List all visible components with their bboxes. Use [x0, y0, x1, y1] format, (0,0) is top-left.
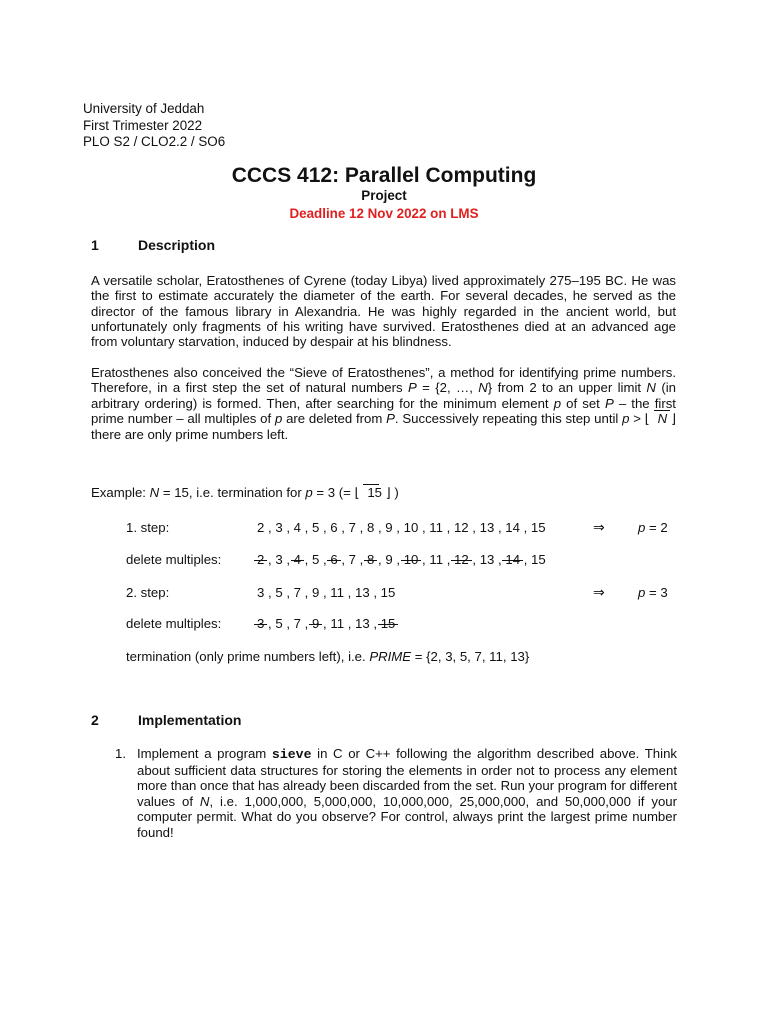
kept-text: , 11 , 13 , — [319, 616, 381, 631]
struck-number: 2 — [257, 552, 265, 567]
list-item — [115, 746, 677, 841]
kept-text: , 13 , — [468, 552, 506, 567]
struck-number: 10 — [403, 552, 419, 567]
university-name: University of Jeddah — [83, 101, 205, 116]
plo-clo-so: PLO S2 / CLO2.2 / SO6 — [83, 134, 226, 149]
section-number: 1 — [91, 237, 99, 253]
paragraph-sieve: Eratosthenes also conceived the “Sieve of Eratosthenes”, a method for identifying prime numbers. Therefore, in a first step the set of natural numbers P = {2, …, N} from 2 to an upper limit N (in arbitrary ordering) is formed. Then, after searching for the minimum element p of set P – the first prime number – all multiples of p are deleted from P. Successively repeating this step until p > ⌊ N ⌋ there are only prime numbers left. — [91, 365, 677, 443]
struck-number: 4 — [293, 552, 302, 567]
paragraph-history: A versatile scholar, Eratosthenes of Cyrene (today Libya) lived approximately 275–195 BC. He was the first to estimate accurately the diameter of the earth. For several decades, he served as the director of the famous library in Alexandria. He was highly regarded in the ancient world, but unfortunately only fragments of his writing have survived. Eratosthenes died at an advanced age from voluntary starvation, induced by despair at his blindness. — [91, 273, 676, 350]
example-line: Example: N = 15, i.e. termination for p = 3 (= ⌊ 15 ⌋ ) — [91, 485, 399, 501]
list-item-text: Implement a program sieve in C or C++ following the algorithm described above. Think about sufficient data structures for storing the elements in order not to process any element more than once that has already been discarded from the set. Run your program for different values of N, i.e. 1,000,000, 5,000,000, 10,000,000, 25,000,000, and 50,000,000 if your computer permit. What do you observe? For control, always print the largest prime number found! — [137, 746, 678, 840]
struck-number: 15 — [380, 616, 396, 631]
p-value: p = 3 — [638, 585, 668, 600]
struck-number: 9 — [312, 616, 320, 631]
section-number: 2 — [91, 712, 99, 728]
delete-values — [257, 552, 546, 567]
project-subtitle: Project — [361, 188, 407, 203]
floor-right-symbol: ⌋ — [670, 411, 677, 427]
sqrt-symbol: N — [654, 411, 668, 426]
sqrt-symbol: 15 — [363, 485, 382, 500]
implies-arrow-icon: ⇒ — [593, 520, 605, 536]
section-title: Description — [138, 237, 216, 253]
kept-text: , 7 , — [337, 552, 368, 567]
document-page: University of Jeddah First Trimester 2022 PLO S2 / CLO2.2 / SO6 CCCS 412: Parallel Computing Project Deadline 12 Nov 2022 on LMS 1 Description A versatile scholar, Eratosthenes of Cyrene (today Libya) lived approximately 275–195 BC. He was the first to estimate accurately the diameter of the earth. For several decades, he served as the director of the famous library in Alexandria. He was highly regarded in the ancient world, but unfortunately only fragments of his writing have survived. Eratosthenes died at an advanced age from voluntary starvation, induced by despair at his blindness. Eratosthenes also conceived the “Sieve of Eratosthenes”, a method for identifying prime numbers. Therefore, in a first step the set of natural numbers P = {2, …, N} from 2 to an upper limit N (in arbitrary ordering) is formed. Then, after searching for the minimum element p of set P – the first prime number – all multiples of p are deleted from P. Successively repeating this step until p > ⌊ N ⌋ there are only prime numbers left. Example: N = 15, i.e. termination for p = 3 (= ⌊ 15 ⌋ ) 1. step: 2 , 3 , 4 , 5 , 6 , 7 , 8 , 9 , 10 , 11 , 12 , 13 , 14 , 15 ⇒ p = 2 delete multiples: 2 , 3 , 4 , 5 , 6 , 7 , 8 , 9 , 10 , 11 , 12 , 13 , 14 , 15 2. step: 3 , 5 , 7 , 9 , 11 , 13 , 15 ⇒ p = 3 delete multiples: 3 , 5 , 7 , 9 , 11 , 13 , 15 termination (only prime numbers left), i.e. PRIME = {2, 3, 5, 7, 11, 13} 2 Implementation 1. Implement a program sieve in C or C++ following the algorithm described above. Think about sufficient data structures for storing the elements in order not to process any element more than once that has already been discarded from the set. Run your program for different values of N, i.e. 1,000,000, 5,000,000, 10,000,000, 25,000,000, and 50,000,000 if your computer permit. What do you observe? For control, always print the largest prime number found! — [0, 0, 768, 1024]
course-title: CCCS 412: Parallel Computing — [231, 164, 537, 187]
step-values: 2 , 3 , 4 , 5 , 6 , 7 , 8 , 9 , 10 , 11 , 12 , 13 , 14 , 15 — [257, 520, 546, 535]
struck-number: 3 — [257, 616, 265, 631]
implies-arrow-icon: ⇒ — [593, 585, 605, 601]
termination-line: termination (only prime numbers left), i.e. PRIME = {2, 3, 5, 7, 11, 13} — [126, 649, 530, 664]
struck-number: 14 — [505, 552, 521, 567]
header-block — [83, 101, 225, 151]
section-heading-description — [91, 237, 215, 253]
kept-text: , 3 , — [264, 552, 294, 567]
code-sieve: sieve — [271, 747, 312, 762]
p-value: p = 2 — [638, 520, 668, 535]
struck-number: 8 — [367, 552, 375, 567]
step-values: 3 , 5 , 7 , 9 , 11 , 13 , 15 — [257, 585, 396, 600]
kept-text: , 15 — [520, 552, 546, 567]
delete-values — [257, 616, 395, 631]
kept-text: , 5 , 7 , — [264, 616, 312, 631]
kept-text: , 9 , — [374, 552, 404, 567]
struck-number: 12 — [454, 552, 469, 567]
list-number: 1. — [115, 746, 126, 761]
floor-left-symbol: ⌊ — [644, 411, 650, 427]
trimester: First Trimester 2022 — [83, 117, 203, 133]
struck-number: 6 — [330, 552, 338, 567]
deadline-text: Deadline 12 Nov 2022 on LMS — [289, 206, 479, 221]
kept-text: , 11 , — [418, 552, 455, 567]
kept-text: , 5 , — [301, 552, 331, 567]
section-heading-implementation — [91, 712, 241, 728]
section-title: Implementation — [138, 712, 242, 728]
